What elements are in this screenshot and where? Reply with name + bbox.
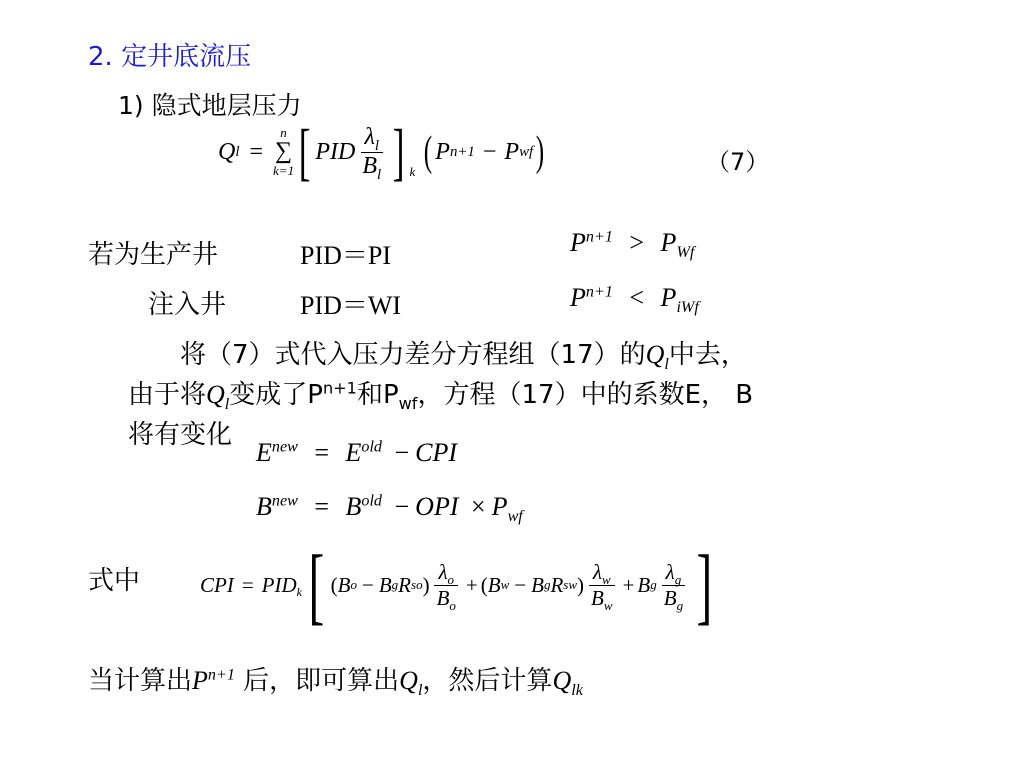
equation-e-update: $E^{new} = E^{old}$ − CPI — [256, 438, 458, 467]
producer-label: 若为生产井 — [88, 240, 219, 270]
injector-label: 注入井 — [148, 290, 227, 320]
section-subtitle: 1) 隐式地层压力 — [118, 91, 302, 120]
slide-title: 2. 定井底流压 — [88, 42, 252, 72]
para-line-1: 将（7）式代入压力差分方程组（17）的$Q_l$中去， — [180, 340, 747, 374]
where-label: 式中 — [88, 566, 141, 596]
injector-eq: PID＝WI — [300, 291, 402, 320]
equation-cpi: CPI = PID k [ ( B o − B g R so ) $\frac{\lambda_o}{B_o}$ + ( B w − B g R sw ) $\frac{\lambda_w}{B_w}$ + B g $\frac{\lambda_g}{B_g}$ ] — [200, 537, 713, 633]
equation-7: Q l = n ∑ k=1 [ PID $\frac{\lambda_l}{B_l}$ ] k ( P n+1 − P wf ) — [218, 116, 545, 187]
summation-symbol: n ∑ k=1 — [273, 125, 295, 178]
equation-number-7: （7） — [706, 148, 770, 176]
equation-b-update: $B^{new} = B^{old}$ − OPI × $P_{wf}$ — [256, 492, 523, 526]
final-line: 当计算出$P^{n+1}$ 后，即可算出$Q_l$，然后计算$Q_{lk}$ — [88, 666, 583, 700]
para-line-2: 由于将$Q_l$变成了$P^{n+1}$和$P_{wf}$，方程（17）中的系数E， B — [128, 378, 754, 414]
producer-eq: PID＝PI — [300, 241, 392, 270]
producer-condition: $P^{n+1} > P_{Wf}$ — [570, 228, 695, 262]
lambda-over-b: $\frac{\lambda_l}{B_l}$ — [362, 124, 382, 183]
para-line-3: 将有变化 — [128, 420, 233, 450]
injector-condition: $P^{n+1} < P_{iWf}$ — [570, 283, 699, 317]
